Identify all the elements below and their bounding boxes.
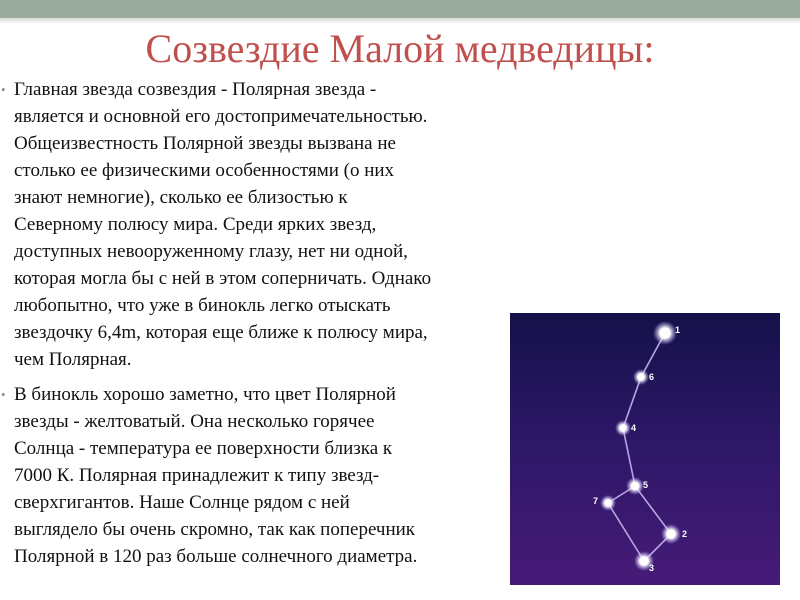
star-icon (600, 495, 616, 511)
star-icon (626, 477, 644, 495)
text-line: сверхгигантов. Наше Солнце рядом с ней (14, 492, 350, 513)
bullet-dot-icon: • (1, 387, 6, 402)
star-icon (661, 524, 681, 544)
text-line: Полярной в 120 раз больше солнечного диаметра. (14, 546, 418, 567)
body-text (0, 76, 520, 578)
text-line: звездочку 6,4m, которая еще ближе к полюсу мира, (14, 322, 428, 343)
star-label: 3 (649, 563, 655, 573)
text-line: столько ее физическими особенностями (о них (14, 160, 395, 181)
star-label: 1 (675, 325, 681, 335)
star-label: 4 (631, 423, 637, 433)
constellation-link (623, 377, 641, 428)
text-line: Главная звезда созвездия - Полярная звезда - (14, 79, 377, 100)
text-line: знают немногие), сколько ее близостью к (14, 187, 348, 208)
star-label: 5 (643, 480, 649, 490)
text-line: является и основной его достопримечательностью. (14, 106, 428, 127)
text-line: чем Полярная. (14, 349, 132, 370)
text-line: любопытно, что уже в бинокль легко отыскать (14, 295, 391, 316)
constellation-link (608, 503, 644, 561)
star-label: 7 (593, 496, 599, 506)
bullet-paragraph-2 (0, 381, 520, 570)
star-icon (633, 369, 649, 385)
bullet-paragraph-1 (0, 76, 520, 373)
text-line: Северному полюсу мира. Среди ярких звезд, (14, 214, 377, 235)
slide-title: Созвездие Малой медведицы: (145, 26, 655, 71)
constellation-map (510, 313, 780, 585)
text-line: которая могла бы с ней в этом соперничать. Однако (14, 268, 432, 289)
text-line: В бинокль хорошо заметно, что цвет Полярной (14, 384, 396, 405)
text-line: выглядело бы очень скромно, так как поперечник (14, 519, 416, 540)
text-line: 7000 К. Полярная принадлежит к типу звезд- (14, 465, 380, 486)
text-line: доступных невооруженному глазу, нет ни одной, (14, 241, 408, 262)
top-decorative-bar (0, 0, 800, 18)
star-label: 6 (649, 372, 655, 382)
star-label: 2 (682, 529, 688, 539)
text-line: Общеизвестность Полярной звезды вызвана не (14, 133, 396, 154)
star-icon (615, 420, 631, 436)
star-icon (653, 321, 677, 345)
text-line: звезды - желтоватый. Она несколько горячее (14, 411, 375, 432)
bullet-dot-icon: • (1, 82, 6, 97)
constellation-image (510, 313, 780, 585)
text-line: Солнца - температура ее поверхности близка к (14, 438, 393, 459)
